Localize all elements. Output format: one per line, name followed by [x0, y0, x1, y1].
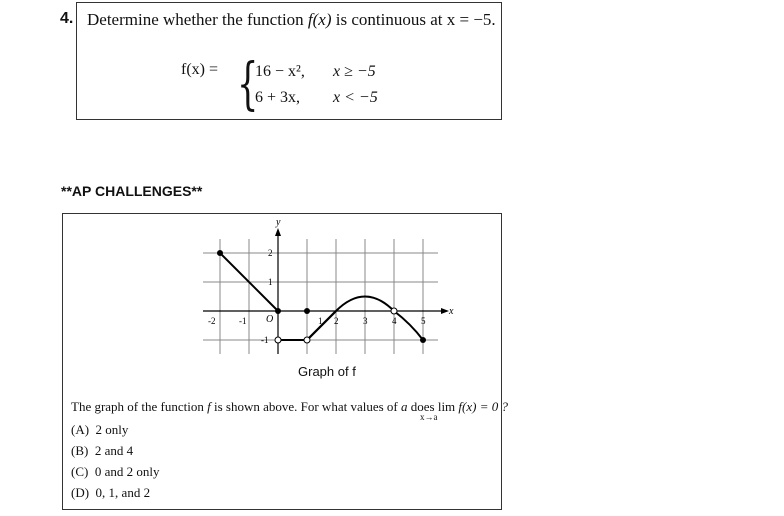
choice-a[interactable]: (A) 2 only: [71, 422, 129, 437]
case-2-expr: 6 + 3x,: [255, 89, 301, 106]
case-2-cond: x < −5: [333, 89, 378, 106]
problem-4-box: [76, 2, 502, 120]
open-point: [304, 337, 310, 343]
open-point: [275, 337, 281, 343]
piecewise-brace: {: [237, 52, 259, 117]
y-axis-arrow: [275, 228, 281, 236]
limit-subscript: x→a: [420, 412, 438, 422]
x-axis-label: x: [449, 306, 454, 317]
graph-caption: Graph of f: [298, 364, 356, 379]
closed-point: [275, 308, 281, 314]
x-tick-label: 1: [318, 316, 323, 326]
ap-challenges-heading: **AP CHALLENGES**: [61, 183, 203, 199]
problem-number: 4.: [60, 10, 74, 27]
choice-d[interactable]: (D) 0, 1, and 2: [71, 485, 151, 500]
case-1-expr: 16 − x²,: [255, 63, 305, 80]
x-tick-label: 5: [421, 316, 426, 326]
y-tick-label: -1: [261, 335, 269, 345]
question-text: The graph of the function f is shown above. For what values of a does lim f(x) = 0 ?: [71, 399, 508, 414]
x-tick-label: -1: [239, 316, 247, 326]
ap-challenge-box: [62, 213, 508, 510]
x-axis-arrow: [441, 308, 449, 314]
closed-point: [420, 337, 426, 343]
closed-point: [304, 308, 310, 314]
choice-c[interactable]: (C) 0 and 2 only: [71, 464, 160, 479]
y-tick-label: 1: [268, 277, 273, 287]
case-1-cond: x ≥ −5: [333, 63, 376, 80]
curve-segment-4: [394, 311, 423, 340]
open-point: [391, 308, 397, 314]
x-tick-label: -2: [208, 316, 216, 326]
x-tick-label: 2: [334, 316, 339, 326]
x-tick-label: 3: [363, 316, 368, 326]
problem-prompt: Determine whether the function f(x) is continuous at x = −5.: [87, 10, 496, 29]
function-lhs: f(x) =: [181, 61, 219, 78]
origin-label: O: [266, 314, 274, 325]
x-tick-label: 4: [392, 316, 397, 326]
y-axis-label: y: [276, 217, 281, 228]
y-tick-label: 2: [268, 248, 273, 258]
choice-b[interactable]: (B) 2 and 4: [71, 443, 134, 458]
closed-point: [217, 250, 223, 256]
graph-of-f: [63, 214, 503, 364]
grid-lines: [203, 239, 438, 354]
